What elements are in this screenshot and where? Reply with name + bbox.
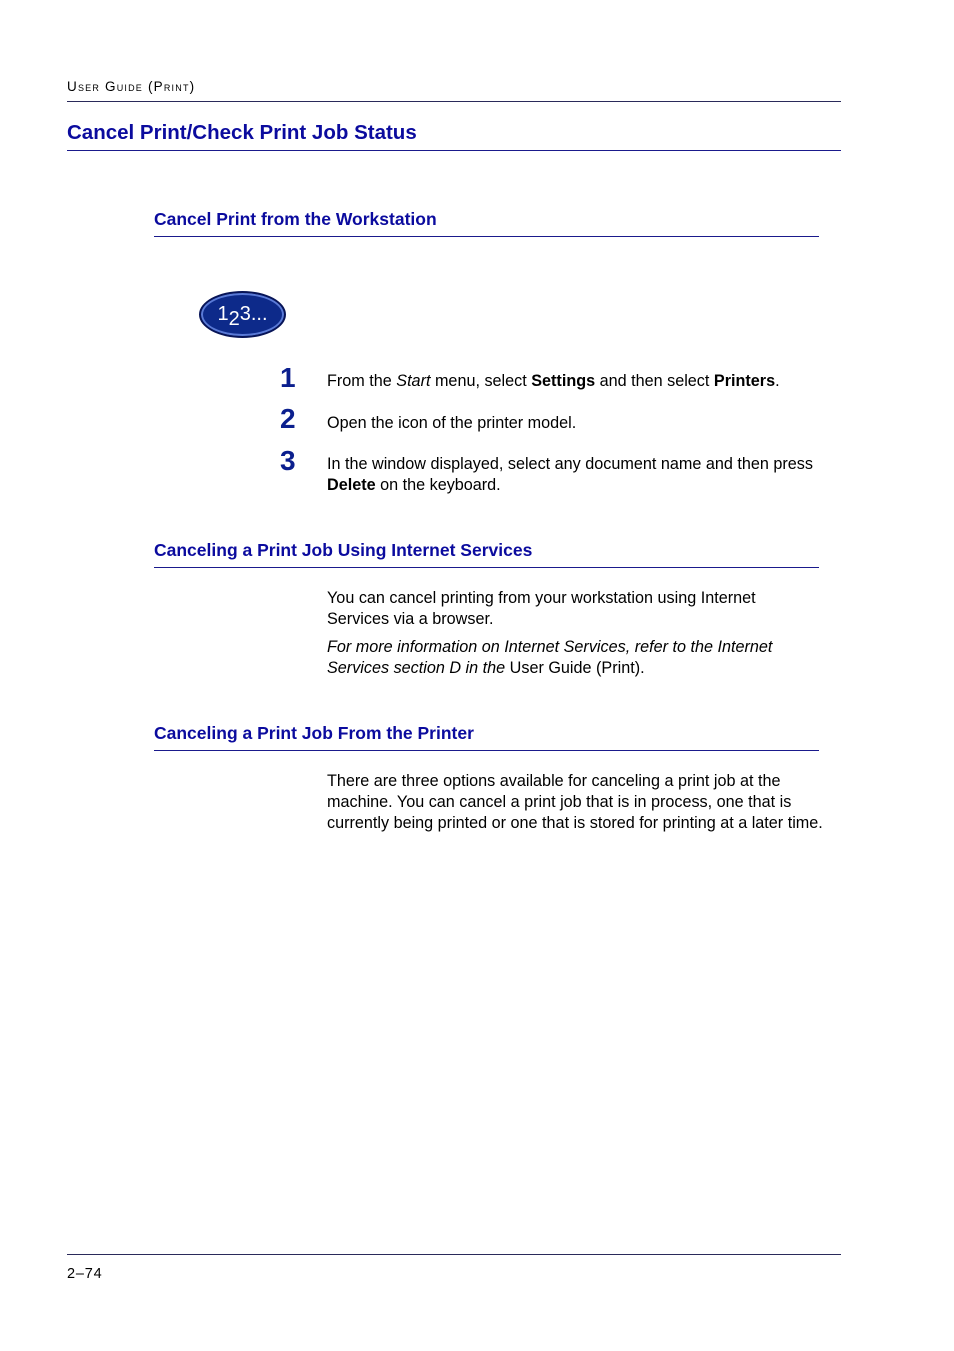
- step-1-text-part: and then select: [595, 372, 714, 390]
- step-text-1: [327, 371, 839, 392]
- step-text-3: [327, 454, 822, 496]
- step-number-1: 1: [280, 362, 296, 393]
- step-number-2: 2: [280, 403, 296, 434]
- step-1-text-part: menu, select: [430, 372, 532, 390]
- step-text-2: Open the icon of the printer model.: [327, 414, 577, 432]
- printers-term: Printers: [713, 372, 776, 390]
- internet-services-note: [327, 637, 832, 679]
- section-title-internet-services: Canceling a Print Job Using Internet Services: [154, 540, 533, 560]
- start-menu-term: Start: [396, 372, 431, 390]
- from-printer-paragraph: There are three options available for canceling a print job at the machine. You can cancel a print job that is in process, one that is currently being printed or one that is stored for printing at a later time.: [327, 772, 823, 832]
- footer-rule: [67, 1254, 841, 1255]
- section-rule-workstation: [154, 236, 819, 237]
- section-rule-internet-services: [154, 567, 819, 568]
- page-number: 2–74: [67, 1266, 103, 1282]
- section-rule-from-printer: [154, 750, 819, 751]
- steps-icon: [199, 291, 286, 338]
- delete-key-term: Delete: [327, 476, 376, 494]
- running-header: User Guide (Print): [67, 79, 196, 94]
- page-title-rule: [67, 150, 841, 151]
- steps-icon-two: 2: [228, 308, 240, 330]
- section-title-from-printer: Canceling a Print Job From the Printer: [154, 723, 474, 743]
- header-rule: [67, 101, 841, 102]
- page-title: Cancel Print/Check Print Job Status: [67, 121, 417, 144]
- steps-icon-one: 1: [217, 303, 229, 325]
- settings-term: Settings: [531, 372, 596, 390]
- internet-services-paragraph: You can cancel printing from your workstation using Internet Services via a browser.: [327, 589, 756, 628]
- section-title-workstation: Cancel Print from the Workstation: [154, 209, 437, 229]
- step-3-text-part: In the window displayed, select any document name and then press: [327, 455, 813, 473]
- step-3-text-part: on the keyboard.: [375, 476, 501, 494]
- note-italic-text: For more information on Internet Services, refer to the Internet Services section D in the: [327, 638, 773, 677]
- step-1-text-part: From the: [327, 372, 397, 390]
- note-plain-text: User Guide (Print).: [505, 659, 645, 677]
- steps-icon-rest: 3...: [239, 303, 268, 325]
- step-1-text-part: .: [775, 372, 780, 390]
- step-number-3: 3: [280, 445, 296, 476]
